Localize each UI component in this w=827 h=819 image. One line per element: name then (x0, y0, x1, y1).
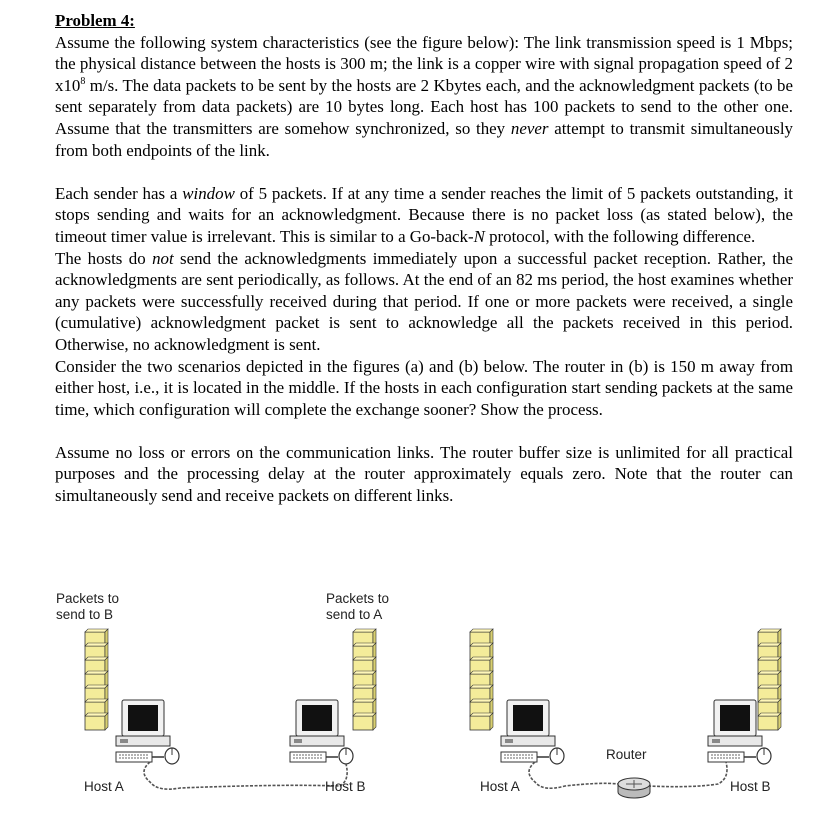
link-b-left (529, 762, 619, 788)
link-a (144, 762, 347, 789)
stack-host-b-b (758, 629, 781, 730)
link-b-right (648, 762, 727, 787)
p3-text-b: send the acknowledgments immediately upon a successful packet reception. Rather, the acknowledgments are sent periodically, as follows. At the end of an 82 ms period, the host examines whether any packets were successfully received during that period. If one or more packets were received, a single (cumulative) acknowledgment packet is sent to acknowledge all the packets received in this period. Otherwise, no acknowledgment is sent. (55, 248, 793, 354)
label-packets-to-a-line2: send to A (326, 607, 383, 622)
p2-text-c: protocol, with the following difference. (484, 226, 756, 246)
label-packets-to-a (326, 591, 389, 623)
p2-text-b: of 5 packets. If at any time a sender reaches the limit of 5 packets outstanding, it stops sending and waits for an acknowledgment. Because there is no packet loss (as stated below), the timeout timer value is irrelevant. This is similar to a Go-back- (55, 183, 793, 246)
p1-text-b: m/s. The data packets to be sent by the hosts are 2 Kbytes each, and the acknowledgment packets (to be sent separately from data packets) are 10 bytes long. Each host has 100 packets to send to the other one. Assume that the transmitters are somehow synchronized, so they (55, 75, 793, 138)
p2-text-a: Each sender has a (55, 183, 183, 203)
computer-host-b (290, 700, 353, 764)
p2-n: N (473, 226, 485, 246)
p1-exponent: 8 (80, 75, 86, 87)
stack-host-b (353, 629, 376, 730)
p3-emphasis: not (152, 248, 174, 268)
stack-host-a-b (470, 629, 493, 730)
paragraph-scenarios: Consider the two scenarios depicted in the figures (a) and (b) below. The router in (b) is 150 m away from either host, i.e., it is located in the middle. If the hosts in each configuration start sending packets at the same time, which configuration will complete the exchange sooner? Show the process. (55, 356, 793, 419)
label-host-a-b: Host A (480, 779, 520, 794)
label-packets-to-a-line1: Packets to (326, 591, 390, 606)
p1-text-c: attempt to transmit simultaneously from both endpoints of the link. (55, 118, 793, 160)
p1-emphasis: never (510, 118, 549, 138)
computer-host-a (116, 700, 179, 764)
paragraph-assumptions: Assume no loss or errors on the communication links. The router buffer size is unlimited for all practical purposes and the processing delay at the router approximately equals zero. Note that the router can simultaneously send and receive packets on different links. (55, 442, 793, 506)
label-packets-to-b-line1: Packets to (56, 591, 120, 606)
label-host-b: Host B (325, 779, 366, 794)
label-host-b-b: Host B (730, 779, 771, 794)
label-router: Router (606, 747, 647, 762)
p2-emphasis: window (182, 183, 235, 203)
label-packets-to-b (56, 591, 119, 623)
p3-text-a: The hosts do (55, 248, 153, 268)
stack-host-a (85, 629, 108, 730)
problem-title: Problem 4: (55, 11, 135, 30)
label-packets-to-b-line2: send to B (56, 607, 114, 622)
computer-host-a-b (501, 700, 564, 764)
router-icon (618, 778, 650, 798)
label-host-a: Host A (84, 779, 124, 794)
p1-text-a: Assume the following system characteristics (see the figure below): The link transmission speed is 1 Mbps; the physical distance between the hosts is 300 m; the link is a copper wire with signal propagation speed of 2 x10 (55, 32, 793, 95)
